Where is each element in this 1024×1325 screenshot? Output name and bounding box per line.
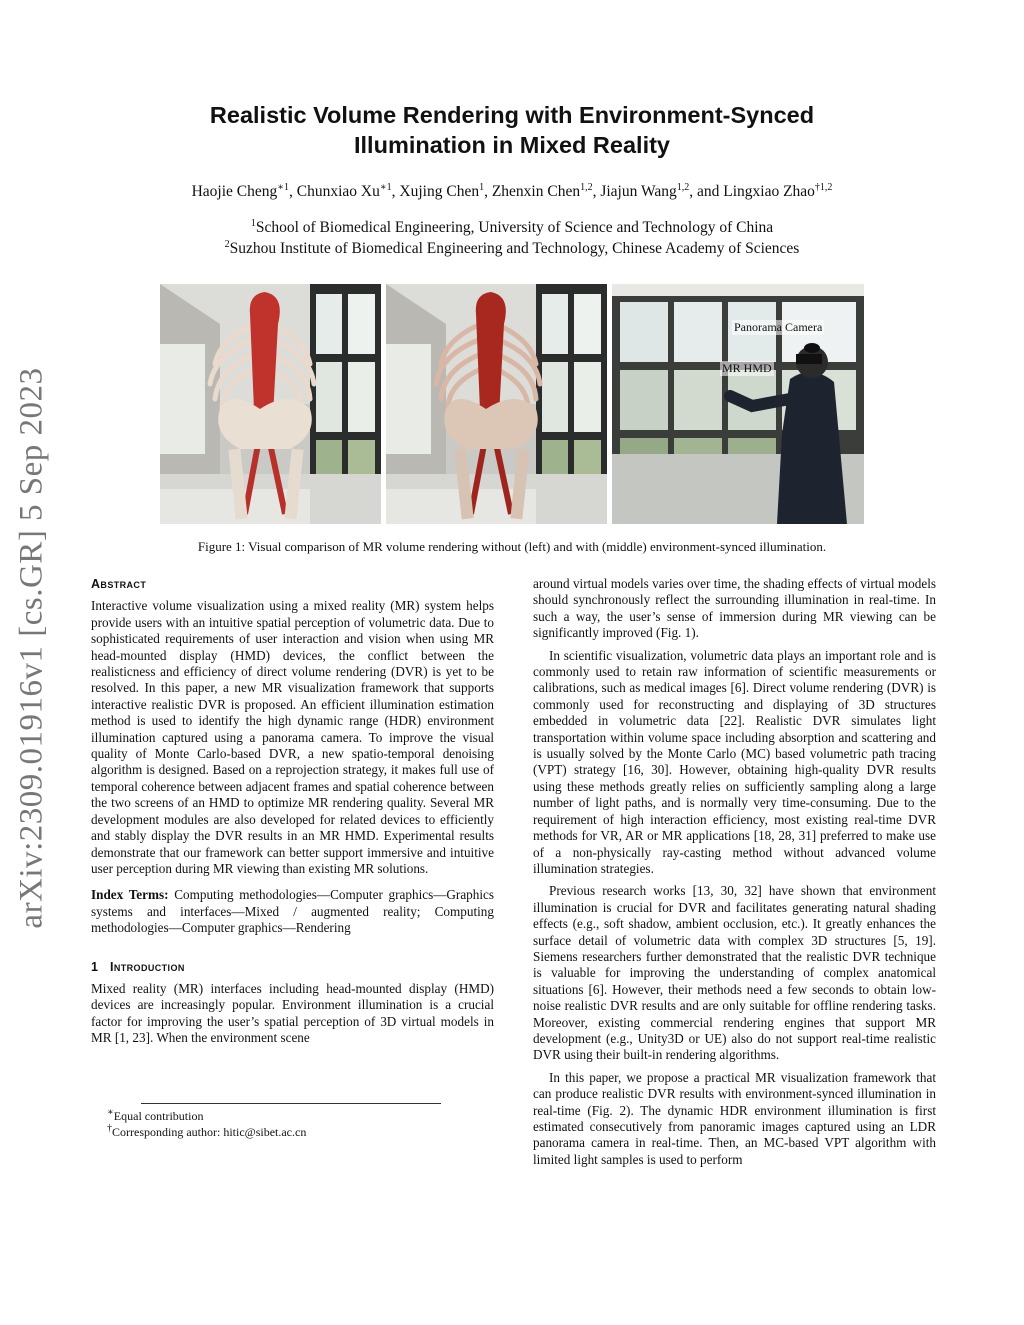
affiliation-text: Suzhou Institute of Biomedical Engineering and Technology, Chinese Academy of Sciences: [229, 240, 800, 257]
affiliation-1: [120, 219, 904, 237]
affiliation-2: [120, 240, 904, 258]
figure-panel-middle: [386, 284, 607, 524]
footnote-mark: †: [107, 1123, 112, 1134]
right-paragraph-4: In this paper, we propose a practical MR visualization framework that can produce realistic DVR results with environment-synced illumination in real-time (Fig. 2). The dynamic HDR environment illumination is first estimated consecutively from panoramic images captured using an LDR panorama camera in real-time. Then, an MC-based VPT algorithm with limited light samples is used to perform: [533, 1069, 936, 1167]
figure-panel-left: [160, 284, 381, 524]
author: Zhenxin Chen: [491, 183, 581, 200]
footnote-1: [91, 1108, 493, 1124]
arxiv-id: arXiv:2309.01916v1 [cs.GR] 5 Sep 2023: [13, 367, 50, 929]
intro-heading-text: Introduction: [109, 959, 185, 974]
footnote-mark: ∗: [107, 1107, 114, 1118]
right-paragraph-1: around virtual models varies over time, the shading effects of virtual models should synchronously reflect the surrounding illumination in real-time. In such a way, the user’s sense of immersion during MR viewing can be significantly improved (Fig. 1).: [533, 576, 936, 641]
author: Xujing Chen: [399, 183, 480, 200]
figure-1-caption: Figure 1: Visual comparison of MR volume rendering without (left) and with (middle) environment-synced illumination.: [197, 539, 827, 554]
affiliation-sup: 1: [250, 217, 256, 229]
footnote-2: [91, 1124, 493, 1140]
left-column: [91, 576, 494, 1053]
affiliation-text: School of Biomedical Engineering, University of Science and Technology of China: [255, 219, 774, 236]
author-sup: ∗1: [277, 181, 290, 193]
author: Lingxiao Zhao: [723, 183, 815, 200]
arxiv-sidebar: [10, 348, 54, 948]
title-line-2: Illumination in Mixed Reality: [354, 132, 670, 158]
footnotes: [91, 1103, 493, 1140]
index-terms: [91, 887, 494, 936]
author: Chunxiao Xu: [296, 183, 380, 200]
index-terms-label: Index Terms:: [91, 887, 169, 903]
right-paragraph-3: Previous research works [13, 30, 32] have shown that environment illumination is crucial for DVR and facilitates generating natural shading effects (e.g., soft shadow, ambient occlusion, etc.). It greatly enhances the surface detail of volumetric data with complex 3D structures [5, 19]. Siemens researchers further demonstrated that the realistic DVR technique is valuable for improving the understanding of complex anatomical situations [6]. However, their methods need a few seconds to obtain low-noise realistic DVR results and are only suitable for offline rendering tasks. Moreover, existing commercial rendering engines that support MR development (e.g., Unity3D or UE) also do not support real-time realistic DVR using their built-in rendering algorithms.: [533, 883, 936, 1063]
title-line-1: Realistic Volume Rendering with Environment-Synced: [209, 102, 815, 128]
author-sup: †1,2: [814, 181, 833, 193]
abstract-heading: [91, 576, 494, 592]
paper-title: [140, 100, 884, 160]
footnote-text: Equal contribution: [113, 1109, 204, 1123]
abstract-text: Interactive volume visualization using a mixed reality (MR) system helps provide users with an intuitive spatial perception of volumetric data. Due to sophisticated requirements of user interaction and vision when using MR head-mounted display (HMD) devices, the conflict between the realisticness and efficiency of direct volume rendering (DVR) is yet to be resolved. In this paper, a new MR visualization framework that supports interactive realistic DVR is proposed. An efficient illumination estimation method is used to identify the high dynamic range (HDR) environment illumination captured using a panorama camera. To improve the visual quality of Monte Carlo-based DVR, a new spatio-temporal denoising algorithm is designed. Based on a reprojection strategy, it makes full use of temporal coherence between adjacent frames and spatial coherence between the two screens of an HMD to optimize MR rendering quality. Several MR development modules are also developed for related devices to efficiently and stably display the DVR results in an MR HMD. Experimental results demonstrate that our framework can better support immersive and intuitive user perception during MR viewing than existing MR solutions.: [91, 598, 494, 876]
authors-and: and: [696, 183, 720, 200]
intro-heading: [91, 959, 494, 975]
author: Haojie Cheng: [191, 183, 278, 200]
footnote-rule: [141, 1103, 441, 1104]
author-sup: 1,2: [676, 181, 690, 193]
label-panorama-camera: Panorama Camera: [734, 320, 823, 334]
abstract-heading-text: Abstract: [91, 577, 147, 591]
right-paragraph-2: In scientific visualization, volumetric data plays an important role and is commonly used to retain raw information of scientific measurements or calibrations, such as medical images [6]. Direct volume rendering (DVR) is commonly used for reconstructing and displaying of 3D structures embedded in volumetric data [22]. Realistic DVR simulates light transportation within volume space including absorption and scattering and is usually solved by the Monte Carlo (MC) based volumetric path tracing (VPT) strategy [16, 30]. However, obtaining high-quality DVR results using these methods greatly relies on sufficiently sampling along a large number of light paths, and is normally very time-consuming. Due to the requirement of high interaction efficiency, most existing real-time DVR methods for VR, AR or MR applications [18, 28, 31] preferred to make use of a non-physically ray-casting method without advanced volume illumination strategies.: [533, 647, 936, 876]
label-mr-hmd: MR HMD: [722, 361, 772, 375]
volume-rendering-plain-image: [160, 284, 381, 524]
right-column: [533, 576, 936, 1174]
index-terms-text: Computing methodologies—Computer graphics—Graphics systems and interfaces—Mixed / augmented reality; Computing methodologies—Computer graphics—Rendering: [91, 887, 495, 936]
author-sup: 1,2: [580, 181, 593, 193]
intro-paragraph: Mixed reality (MR) interfaces including head-mounted display (HMD) devices are increasingly popular. Environment illumination is a crucial factor for improving the user’s spatial perception of 3D virtual models in MR [1, 23]. When the environment scene: [91, 980, 494, 1046]
author-sup: ∗1: [379, 181, 392, 193]
author-sup: 1: [479, 181, 485, 193]
figure-panel-right: [612, 284, 864, 524]
affiliation-sup: 2: [224, 238, 230, 250]
author-list: Haojie Cheng$^{∗1}$, Chunxiao $Xu^{∗1}$, Xujing Chen$^1$, Zhenxin Chen$^{1,2}$, Jiajun Wang$^{1,2}$, and Lingxiao Zhao$^{\dagger 1,2}$: [191, 181, 833, 200]
author: Jiajun Wang: [600, 183, 677, 200]
footnote-text: Corresponding author: hitic@sibet.ac.cn: [112, 1125, 307, 1139]
volume-rendering-illuminated-image: [386, 284, 607, 524]
intro-number: 1: [91, 959, 99, 974]
